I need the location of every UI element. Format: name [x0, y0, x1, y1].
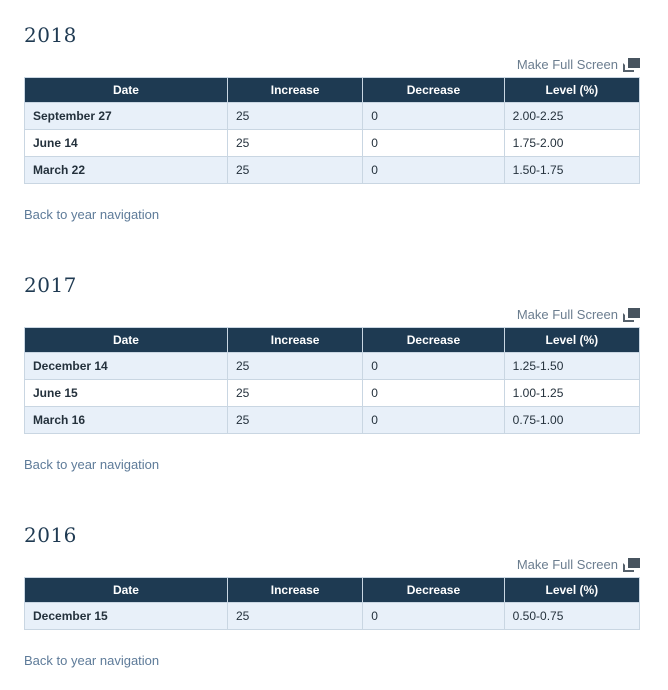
column-header-date: Date	[25, 78, 228, 103]
full-screen-icon[interactable]	[623, 58, 640, 72]
rate-tables	[24, 24, 640, 670]
year-section	[24, 524, 640, 670]
increase-cell: 25	[227, 353, 362, 380]
year-heading: 2016	[24, 523, 77, 547]
column-header-decrease: Decrease	[363, 328, 504, 353]
make-full-screen-link[interactable]	[517, 57, 640, 72]
column-header-date: Date	[25, 578, 228, 603]
decrease-cell: 0	[363, 603, 504, 630]
full-screen-row	[24, 556, 640, 573]
make-full-screen-label: Make Full Screen	[516, 57, 618, 72]
full-screen-row	[24, 306, 640, 323]
table-row	[25, 407, 640, 434]
table-row	[25, 157, 640, 184]
table-row	[25, 103, 640, 130]
date-cell: March 22	[25, 157, 228, 184]
table-row	[25, 603, 640, 630]
decrease-cell: 0	[363, 130, 504, 157]
decrease-cell: 0	[363, 380, 504, 407]
date-cell: March 16	[25, 407, 228, 434]
make-full-screen-label: Make Full Screen	[516, 557, 618, 572]
full-screen-icon[interactable]	[623, 308, 640, 322]
back-row	[24, 456, 640, 474]
column-header-decrease: Decrease	[363, 578, 504, 603]
rate-table	[24, 327, 640, 434]
table-row	[25, 380, 640, 407]
back-to-year-navigation-link[interactable]: Back to year navigation	[24, 457, 160, 472]
level-cell: 1.50-1.75	[504, 157, 639, 184]
year-section	[24, 24, 640, 224]
date-cell: December 15	[25, 603, 228, 630]
table-row	[25, 130, 640, 157]
column-header-date: Date	[25, 328, 228, 353]
column-header-level: Level (%)	[504, 328, 639, 353]
column-header-increase: Increase	[227, 578, 362, 603]
level-cell: 0.75-1.00	[504, 407, 639, 434]
back-row	[24, 652, 640, 670]
level-cell: 2.00-2.25	[504, 103, 639, 130]
level-cell: 0.50-0.75	[504, 603, 639, 630]
increase-cell: 25	[227, 103, 362, 130]
year-heading: 2017	[24, 273, 77, 297]
column-header-level: Level (%)	[504, 578, 639, 603]
increase-cell: 25	[227, 380, 362, 407]
back-row	[24, 206, 640, 224]
full-screen-icon[interactable]	[623, 558, 640, 572]
year-section	[24, 274, 640, 474]
back-to-year-navigation-link[interactable]: Back to year navigation	[24, 207, 160, 222]
table-row	[25, 353, 640, 380]
column-header-decrease: Decrease	[363, 78, 504, 103]
back-to-year-navigation-link[interactable]: Back to year navigation	[24, 653, 160, 668]
table-header-row	[25, 578, 640, 603]
date-cell: December 14	[25, 353, 228, 380]
date-cell: June 15	[25, 380, 228, 407]
decrease-cell: 0	[363, 353, 504, 380]
make-full-screen-label: Make Full Screen	[516, 307, 618, 322]
increase-cell: 25	[227, 603, 362, 630]
year-heading: 2018	[24, 23, 77, 47]
decrease-cell: 0	[363, 407, 504, 434]
column-header-increase: Increase	[227, 78, 362, 103]
make-full-screen-link[interactable]	[517, 557, 640, 572]
date-cell: September 27	[25, 103, 228, 130]
column-header-increase: Increase	[227, 328, 362, 353]
rate-table	[24, 77, 640, 184]
table-header-row	[25, 328, 640, 353]
increase-cell: 25	[227, 130, 362, 157]
make-full-screen-link[interactable]	[517, 307, 640, 322]
date-cell: June 14	[25, 130, 228, 157]
table-header-row	[25, 78, 640, 103]
column-header-level: Level (%)	[504, 78, 639, 103]
increase-cell: 25	[227, 407, 362, 434]
level-cell: 1.00-1.25	[504, 380, 639, 407]
decrease-cell: 0	[363, 103, 504, 130]
decrease-cell: 0	[363, 157, 504, 184]
increase-cell: 25	[227, 157, 362, 184]
level-cell: 1.75-2.00	[504, 130, 639, 157]
full-screen-row	[24, 56, 640, 73]
level-cell: 1.25-1.50	[504, 353, 639, 380]
rate-table	[24, 577, 640, 630]
